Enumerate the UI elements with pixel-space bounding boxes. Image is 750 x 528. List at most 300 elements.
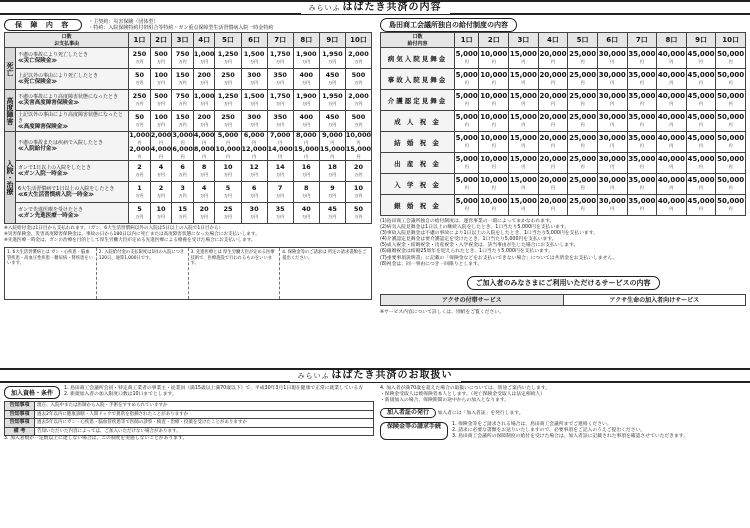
corner-units: 口数 (412, 34, 423, 40)
benefit-value (172, 203, 194, 224)
top-banner-title: みらいふ はばたき共済の内容 (301, 2, 450, 14)
benefit-amount: 500 (154, 92, 168, 100)
benefit-unit: 円 (159, 140, 164, 145)
table-row (5, 203, 372, 224)
benefit-unit: 円 (252, 154, 257, 159)
row-description (16, 69, 129, 90)
benefit-unit: 円 (580, 59, 585, 64)
benefit-label: 介護認定見舞金 (381, 90, 455, 111)
benefit-label: 成 人 祝 金 (381, 111, 455, 132)
table-row (5, 111, 372, 132)
benefit-amount: 20,000 (539, 155, 567, 163)
benefit-unit: 円 (464, 101, 469, 106)
benefit-amount: 2,000 (348, 92, 369, 100)
benefit-value (686, 69, 716, 90)
eligibility-label: 加入資格・条件 (4, 386, 60, 399)
benefit-unit: 円 (464, 164, 469, 169)
benefit-value (455, 174, 479, 195)
benefit-unit: 円 (610, 122, 615, 127)
benefit-value (538, 195, 568, 216)
benefit-section-title: 島田商工会議所独自の給付制度の内容 (380, 18, 517, 32)
bottom-banner-title: みらいふ はばたき共済のお取扱い (290, 370, 461, 382)
benefit-value (345, 182, 371, 203)
benefit-value (479, 48, 509, 69)
benefit-unit: 円 (699, 59, 704, 64)
row-description-text: 不慮の事故により死亡したとき (18, 52, 89, 58)
benefit-amount: 1,500 (243, 92, 265, 100)
benefit-unit: 円 (278, 140, 283, 145)
benefit-value (627, 111, 657, 132)
benefit-unit: 円 (699, 80, 704, 85)
unit-header: 8口 (293, 33, 319, 48)
benefit-value (455, 111, 479, 132)
benefit-amount: 45,000 (687, 92, 715, 100)
unit-header: 9口 (319, 33, 345, 48)
benefit-unit: 円 (580, 122, 585, 127)
benefit-value (657, 174, 687, 195)
row-description-text: 不慮の事故または疾病で入院したとき (18, 140, 104, 146)
benefit-value (716, 174, 746, 195)
benefit-unit: 万円 (250, 80, 259, 85)
benefit-value (568, 195, 598, 216)
benefit-amount: 45,000 (687, 197, 715, 205)
claim-label: 保険金等の請求手続 (380, 422, 448, 440)
benefit-amount: 8,000 (295, 131, 317, 139)
coverage-table (4, 32, 372, 224)
benefit-unit: 円 (580, 206, 585, 211)
benefit-amount: 4 (201, 184, 207, 192)
benefit-value (193, 203, 215, 224)
benefit-unit: 円 (491, 59, 496, 64)
benefit-value (345, 69, 371, 90)
benefit-value (657, 195, 687, 216)
benefit-unit: 円 (464, 143, 469, 148)
benefit-unit: 万円 (328, 193, 337, 198)
benefit-amount: 25,000 (569, 71, 597, 79)
benefit-value (319, 203, 345, 224)
benefit-unit: 万円 (178, 193, 187, 198)
row-description-text: 上記以外の事由により高度障害状態になったとき (18, 112, 124, 124)
benefit-amount: 250 (132, 92, 147, 100)
benefit-unit: 円 (491, 143, 496, 148)
benefit-unit: 円 (669, 185, 674, 190)
benefit-amount: 4 (158, 163, 164, 171)
benefit-unit: 万円 (354, 101, 363, 106)
benefit-unit: 万円 (328, 59, 337, 64)
benefit-amount: 10,000 (480, 134, 508, 142)
benefit-value (568, 48, 598, 69)
benefit-amount: 8 (201, 163, 207, 171)
benefit-amount: 50,000 (717, 113, 745, 121)
benefit-amount: 6 (251, 184, 257, 192)
benefit-label: 結 婚 祝 金 (381, 132, 455, 153)
claim-text: 1. 保険金等をご請求される場合は、島田商工会議所までご連絡ください。 2. 請求に必要な書類をお送りいたしますので、必要事項をご記入のうえご提出ください。 3. 島田商工会議所の保障制度の給付を受けた場合は、加入者証に記載された事項を確認させていただきます。 (452, 422, 688, 439)
benefit-amount: 20 (353, 163, 363, 171)
group-label: 高度障害 (5, 90, 16, 132)
benefit-amount: 25,000 (569, 113, 597, 121)
benefit-value (509, 48, 539, 69)
benefit-unit: 円 (550, 101, 555, 106)
benefit-value (241, 69, 267, 90)
benefit-amount: 2,000 (348, 50, 369, 58)
benefit-value (538, 48, 568, 69)
benefit-amount: 20,000 (539, 197, 567, 205)
benefit-value (293, 48, 319, 69)
benefit-value (455, 48, 479, 69)
benefit-amount: 35,000 (628, 113, 656, 121)
benefit-amount: 100 (154, 113, 168, 121)
benefit-unit: 万円 (250, 122, 259, 127)
benefit-unit: 万円 (223, 122, 232, 127)
benefit-unit: 円 (639, 122, 644, 127)
benefit-unit: 円 (137, 154, 142, 159)
benefit-unit: 円 (610, 206, 615, 211)
benefit-value (293, 111, 319, 132)
benefit-amount: 45,000 (687, 71, 715, 79)
benefit-unit: 円 (699, 143, 704, 148)
benefit-unit: 万円 (250, 193, 259, 198)
benefit-value (627, 90, 657, 111)
benefit-unit: 円 (669, 101, 674, 106)
benefit-unit: 万円 (157, 193, 166, 198)
eligibility-tail: 3. 加入者数が一定数以上に達しない場合は、この制度を実施しないことがあります。 (4, 436, 188, 442)
benefit-unit: 円 (464, 80, 469, 85)
benefit-unit: 万円 (250, 214, 259, 219)
benefit-amount: 10,000 (345, 131, 371, 139)
benefit-value (597, 174, 627, 195)
benefit-unit: 万円 (135, 101, 144, 106)
benefit-value (215, 132, 241, 161)
benefit-value (193, 182, 215, 203)
benefit-unit: 円 (639, 206, 644, 211)
benefit-unit: 円 (728, 164, 733, 169)
benefit-value (686, 195, 716, 216)
benefit-unit: 万円 (135, 172, 144, 177)
benefit-value (568, 69, 598, 90)
benefit-unit: 円 (669, 122, 674, 127)
benefit-amount: 5,000 (455, 71, 478, 79)
benefit-value (215, 111, 241, 132)
benefit-amount: 750 (175, 50, 190, 58)
benefit-unit: 万円 (302, 59, 311, 64)
benefit-amount: 5,000 (455, 92, 478, 100)
benefit-value (267, 182, 293, 203)
benefit-value (716, 48, 746, 69)
row-benefit-name: ≪死亡保険金≫ (18, 79, 58, 85)
benefit-value (215, 69, 241, 90)
benefit-unit: 万円 (157, 214, 166, 219)
benefit-amount: 35,000 (628, 176, 656, 184)
benefit-amount: 45,000 (687, 113, 715, 121)
unit-header: 6口 (241, 33, 267, 48)
benefit-amount: 10,000 (480, 155, 508, 163)
benefit-unit: 万円 (200, 80, 209, 85)
benefit-unit: 万円 (178, 214, 187, 219)
unit-header: 10口 (716, 33, 746, 48)
benefit-amount: 30,000 (598, 134, 626, 142)
benefit-value (215, 90, 241, 111)
benefit-value (345, 90, 371, 111)
benefit-amount: 35,000 (628, 50, 656, 58)
benefit-unit: 万円 (354, 172, 363, 177)
benefit-value (597, 111, 627, 132)
benefit-unit: 万円 (354, 193, 363, 198)
benefit-amount: 6,000 (243, 131, 265, 139)
benefit-unit: 円 (699, 206, 704, 211)
benefit-unit: 円 (491, 80, 496, 85)
benefit-value (538, 153, 568, 174)
row-description (16, 90, 129, 111)
benefit-amount: 200 (197, 113, 211, 121)
row-benefit-name: ≪ガン入院一時金≫ (18, 171, 69, 177)
benefit-amount: 9,000 (322, 131, 343, 139)
row-description-text: ガンで先進医療を受けたとき (18, 207, 84, 213)
benefit-amount: 45,000 (687, 50, 715, 58)
benefit-unit: 万円 (354, 59, 363, 64)
benefit-unit: 円 (521, 185, 526, 190)
benefit-value (129, 48, 151, 69)
benefit-unit: 円 (639, 80, 644, 85)
table-corner (5, 33, 129, 48)
benefit-value (150, 203, 172, 224)
benefit-value (267, 69, 293, 90)
benefit-value (172, 90, 194, 111)
benefit-value (597, 48, 627, 69)
benefit-value (568, 90, 598, 111)
benefit-unit: 円 (728, 143, 733, 148)
benefit-unit: 円 (491, 122, 496, 127)
benefit-unit: 円 (728, 59, 733, 64)
benefit-amount: 1,950 (322, 92, 343, 100)
benefit-amount: 450 (325, 71, 340, 79)
benefit-value (193, 90, 215, 111)
handling-section: 4. 加入者が満70歳を超えた場合の取扱いについては、別途ご案内いたします。 ・保険金受取人は被保険者本人とします。（死亡保険金受取人は法定相続人） ・新規加入の場合、保険期間の途中からの加入となります。 加入者証の発行 加入者には「加入者証」を発行します。 保険金等の請求手続 1. 保険金等をご請求される場合は、島田商工会議所までご連絡ください。 2. 請求に必要な書類をお送りいたしますので、必要事項をご記入のうえご提出ください。 3. 島田商工会議所の保障制度の給付を受けた場合は、加入者証に記載された事項を確認させていただきます。 (380, 386, 688, 439)
benefit-value (627, 132, 657, 153)
benefit-value (627, 69, 657, 90)
benefit-value (509, 195, 539, 216)
benefit-amount: 20,000 (539, 176, 567, 184)
benefit-unit: 円 (202, 154, 207, 159)
benefit-unit: 万円 (135, 80, 144, 85)
group-label: 死亡 (5, 48, 16, 90)
benefit-value (716, 90, 746, 111)
benefit-amount: 250 (221, 113, 235, 121)
benefit-amount: 15,000 (509, 113, 537, 121)
benefit-unit: 万円 (157, 172, 166, 177)
benefit-unit: 万円 (178, 172, 187, 177)
benefit-unit: 円 (464, 59, 469, 64)
table-row (5, 69, 372, 90)
benefit-unit: 万円 (135, 214, 144, 219)
benefit-unit: 円 (610, 59, 615, 64)
benefit-amount-alt: 4,000 (150, 145, 172, 153)
benefit-amount-alt: 15,000 (319, 145, 345, 153)
benefit-unit: 万円 (200, 193, 209, 198)
benefit-amount: 12 (249, 163, 259, 171)
benefit-unit: 円 (580, 185, 585, 190)
benefit-value (538, 132, 568, 153)
benefit-unit: 万円 (354, 122, 363, 127)
table-row (381, 132, 746, 153)
benefit-value (293, 203, 319, 224)
benefit-value (129, 69, 151, 90)
benefit-amount: 7,000 (269, 131, 291, 139)
benefit-unit: 円 (521, 101, 526, 106)
table-corner (381, 33, 455, 48)
coverage-detail-box: 1. 6大生活習慣病とは ガン・心疾患・脳血管疾患・高血圧性疾患・糖尿病・腎疾患をいいます。 2. 入院給付金の支払限度は1回の入院につき120日、通算1,000日です。 3. 先進医療とは 厚生労働大臣が定める医療技術で、医療施設で行われるものをいいます。 4. 保険金等のご請求は 所定の請求書類をご提出ください。 (4, 247, 372, 300)
benefit-value (716, 153, 746, 174)
benefit-unit: 万円 (200, 214, 209, 219)
benefit-unit: 円 (180, 140, 185, 145)
benefit-amount: 20,000 (539, 50, 567, 58)
benefit-unit: 万円 (223, 80, 232, 85)
benefit-unit: 円 (278, 154, 283, 159)
benefit-amount: 20,000 (539, 71, 567, 79)
benefit-value (293, 161, 319, 182)
benefit-amount: 10 (223, 163, 233, 171)
benefit-value (319, 182, 345, 203)
benefit-amount: 1,000 (193, 92, 215, 100)
benefit-unit: 万円 (276, 101, 285, 106)
benefit-value (215, 48, 241, 69)
benefit-amount: 1,750 (269, 92, 291, 100)
benefit-unit: 円 (699, 101, 704, 106)
benefit-table (380, 32, 746, 216)
benefit-unit: 円 (669, 164, 674, 169)
benefit-value (716, 69, 746, 90)
benefit-amount: 25,000 (569, 176, 597, 184)
benefit-amount: 10,000 (480, 50, 508, 58)
benefit-amount: 1,000 (193, 50, 215, 58)
benefit-amount: 1,500 (243, 50, 265, 58)
benefit-value (172, 132, 194, 161)
benefit-value (241, 90, 267, 111)
benefit-amount: 50,000 (717, 71, 745, 79)
benefit-value (172, 111, 194, 132)
benefit-label: 事故入院見舞金 (381, 69, 455, 90)
benefit-amount: 3,000 (172, 131, 193, 139)
benefit-unit: 円 (580, 143, 585, 148)
benefit-amount: 16 (301, 163, 311, 171)
benefit-value (538, 111, 568, 132)
unit-header: 5口 (568, 33, 598, 48)
benefit-amount: 10 (353, 184, 363, 192)
benefit-amount-alt: 2,000 (129, 145, 150, 153)
benefit-unit: 万円 (354, 214, 363, 219)
benefit-amount: 1 (137, 184, 142, 192)
benefit-unit: 円 (639, 101, 644, 106)
benefit-value (568, 153, 598, 174)
benefit-amount: 15,000 (509, 92, 537, 100)
benefit-value (597, 195, 627, 216)
benefit-unit: 万円 (178, 122, 187, 127)
service-section-title: ご加入者のみなさまにご利用いただけるサービスの内容 (467, 276, 660, 290)
benefit-unit: 万円 (328, 101, 337, 106)
benefit-unit: 円 (330, 140, 335, 145)
benefit-amount: 10,000 (480, 113, 508, 121)
benefit-unit: 円 (610, 185, 615, 190)
benefit-unit: 万円 (354, 80, 363, 85)
benefit-value (455, 195, 479, 216)
row-description-text: 上記以外の事由により死亡したとき (18, 73, 99, 79)
benefit-value (479, 132, 509, 153)
benefit-unit: 万円 (276, 172, 285, 177)
benefit-amount: 5,000 (455, 113, 478, 121)
benefit-unit: 円 (521, 122, 526, 127)
benefit-value (509, 132, 539, 153)
benefit-amount: 5,000 (455, 134, 478, 142)
row-benefit-name: ≪ガン先進医療一時金≫ (18, 213, 80, 219)
benefit-value (215, 161, 241, 182)
benefit-unit: 円 (669, 143, 674, 148)
benefit-value (215, 182, 241, 203)
benefit-unit: 万円 (135, 193, 144, 198)
benefit-unit: 万円 (250, 172, 259, 177)
benefit-unit: 円 (225, 140, 230, 145)
benefit-value (657, 90, 687, 111)
benefit-amount: 5,000 (455, 176, 478, 184)
benefit-unit: 円 (180, 154, 185, 159)
benefit-amount: 7 (277, 184, 283, 192)
table-row (5, 132, 372, 161)
benefit-value (568, 174, 598, 195)
eligibility-section (4, 386, 374, 442)
row-description (16, 48, 129, 69)
benefit-unit: 円 (356, 140, 361, 145)
benefit-unit: 円 (550, 143, 555, 148)
benefit-value (241, 203, 267, 224)
row-description (16, 132, 129, 161)
row-description (16, 203, 129, 224)
benefit-value (267, 111, 293, 132)
benefit-amount: 5,000 (217, 131, 239, 139)
corner-label: お支払事由 (54, 41, 80, 47)
benefit-unit: 円 (521, 164, 526, 169)
benefit-amount: 2 (158, 184, 164, 192)
benefit-value (129, 161, 151, 182)
corner-label: 給付内容 (407, 41, 428, 47)
benefit-amount: 5,000 (455, 197, 478, 205)
benefit-amount: 40,000 (657, 176, 685, 184)
benefit-unit: 万円 (157, 80, 166, 85)
benefit-value (686, 48, 716, 69)
benefit-amount: 20,000 (539, 113, 567, 121)
benefit-amount-alt: 15,000 (293, 145, 319, 153)
benefit-amount: 1,950 (322, 50, 343, 58)
benefit-unit: 円 (669, 59, 674, 64)
benefit-unit: 円 (610, 143, 615, 148)
table-row (381, 111, 746, 132)
benefit-value (479, 69, 509, 90)
benefit-value (319, 161, 345, 182)
benefit-value (509, 69, 539, 90)
benefit-unit: 円 (610, 80, 615, 85)
benefit-amount: 300 (247, 71, 261, 79)
benefit-unit: 万円 (302, 214, 311, 219)
table-row (5, 90, 372, 111)
benefit-unit: 円 (728, 122, 733, 127)
benefit-value (150, 48, 172, 69)
benefit-amount: 25,000 (569, 197, 597, 205)
benefit-amount-alt: 12,000 (241, 145, 267, 153)
benefit-value (455, 69, 479, 90)
benefit-amount: 40,000 (657, 71, 685, 79)
benefit-unit: 円 (137, 140, 142, 145)
benefit-amount: 50 (353, 205, 363, 213)
benefit-value (597, 69, 627, 90)
benefit-unit: 円 (669, 80, 674, 85)
benefit-amount: 750 (175, 92, 190, 100)
